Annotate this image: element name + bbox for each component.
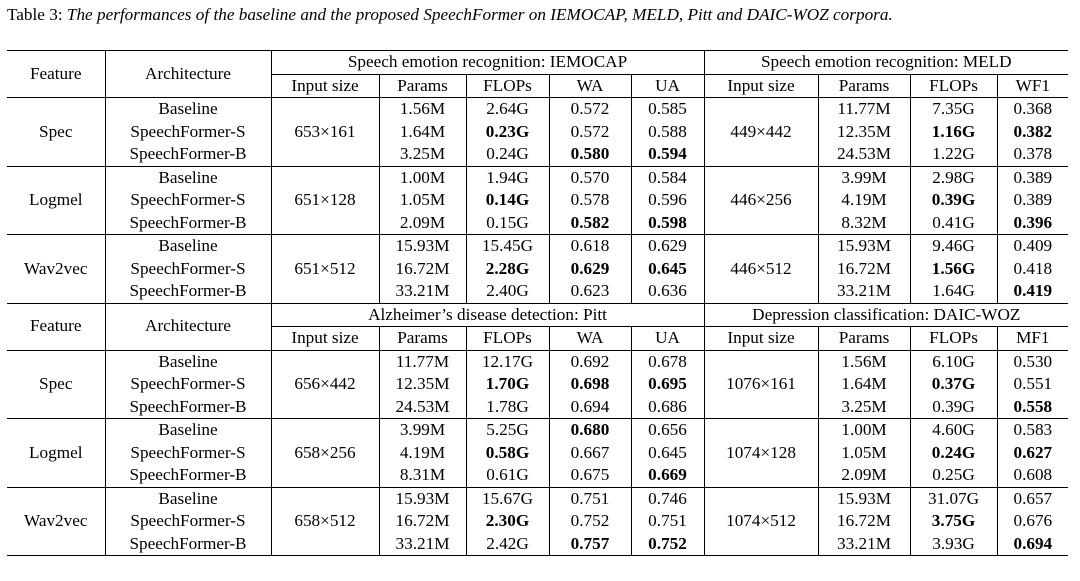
right-flops-cell (910, 121, 997, 144)
header-flops: FLOPs (910, 74, 997, 98)
left-flops-cell-bold: 2.28G (485, 258, 530, 278)
right-flops-cell-bold: 0.37G (931, 374, 976, 393)
right-metric-cell-bold: 0.396 (1013, 212, 1053, 232)
left-metric-2-cell: 0.588 (631, 121, 704, 144)
left-metric-1-cell: 0.752 (549, 510, 631, 533)
architecture-cell: SpeechFormer-S (105, 442, 271, 465)
left-flops-cell: 2.64G (466, 98, 549, 121)
architecture-cell: Baseline (105, 166, 271, 189)
left-flops-cell: 2.42G (466, 533, 549, 556)
table-row (7, 166, 1068, 189)
left-metric-1-cell: 0.694 (549, 396, 631, 419)
left-metric-2-cell: 0.746 (631, 487, 704, 510)
right-flops-cell (910, 442, 997, 465)
left-metric-1-cell: 0.572 (549, 121, 631, 144)
left-flops-cell: 5.25G (466, 419, 549, 442)
left-metric-2-cell (631, 533, 704, 556)
right-metric-cell: 0.389 (997, 166, 1068, 189)
table-row (7, 189, 1068, 212)
right-metric-cell (997, 280, 1068, 303)
left-input-size-cell: 656×442 (271, 350, 379, 419)
caption-label: Table 3: (7, 5, 63, 24)
header-metric-right: MF1 (997, 327, 1068, 351)
left-flops-cell-bold: 2.30G (485, 511, 530, 530)
left-params-cell: 33.21M (379, 280, 466, 303)
right-params-cell: 4.19M (818, 189, 910, 212)
table-row (7, 487, 1068, 510)
left-flops-cell: 0.61G (466, 464, 549, 487)
left-metric-1-cell: 0.572 (549, 98, 631, 121)
header-metric-2: UA (631, 327, 704, 351)
left-metric-1-cell-bold: 0.629 (570, 258, 610, 278)
right-flops-cell: 3.93G (910, 533, 997, 556)
table-body (7, 51, 1068, 556)
right-flops-cell-bold: 1.56G (931, 258, 976, 278)
header-params: Params (379, 74, 466, 98)
right-flops-cell-bold: 1.16G (931, 121, 976, 141)
architecture-cell: SpeechFormer-S (105, 189, 271, 212)
right-metric-cell: 0.409 (997, 235, 1068, 258)
left-metric-1-cell (549, 143, 631, 166)
architecture-cell: SpeechFormer-S (105, 373, 271, 396)
header-input-size: Input size (271, 327, 379, 351)
left-metric-1-cell-bold: 0.698 (570, 374, 610, 393)
header-metric-1: WA (549, 74, 631, 98)
right-params-cell: 15.93M (818, 235, 910, 258)
architecture-cell: SpeechFormer-S (105, 258, 271, 281)
right-metric-cell: 0.378 (997, 143, 1068, 166)
table-caption (7, 5, 893, 25)
header-params: Params (818, 327, 910, 351)
left-metric-1-cell: 0.667 (549, 442, 631, 465)
right-metric-cell: 0.389 (997, 189, 1068, 212)
table-row (7, 533, 1068, 556)
right-input-size-cell: 446×512 (704, 235, 818, 304)
right-input-size-cell: 1074×512 (704, 487, 818, 556)
right-metric-cell (997, 396, 1068, 419)
right-flops-cell: 7.35G (910, 98, 997, 121)
left-metric-2-cell: 0.585 (631, 98, 704, 121)
table-row (7, 212, 1068, 235)
header-flops: FLOPs (910, 327, 997, 351)
left-metric-2-cell-bold: 0.669 (648, 465, 687, 484)
left-params-cell: 2.09M (379, 212, 466, 235)
left-metric-2-cell: 0.645 (631, 442, 704, 465)
left-flops-cell: 12.17G (466, 350, 549, 373)
left-metric-1-cell-bold: 0.680 (570, 420, 610, 439)
right-flops-cell (910, 189, 997, 212)
left-metric-2-cell (631, 373, 704, 396)
left-metric-2-cell-bold: 0.695 (648, 374, 687, 393)
left-params-cell: 15.93M (379, 487, 466, 510)
left-flops-cell-bold: 0.23G (485, 121, 530, 141)
right-flops-cell (910, 258, 997, 281)
right-metric-cell (997, 533, 1068, 556)
left-metric-2-cell: 0.686 (631, 396, 704, 419)
left-flops-cell-bold: 0.58G (485, 442, 530, 462)
right-metric-cell (997, 121, 1068, 144)
right-flops-cell: 31.07G (910, 487, 997, 510)
right-metric-cell-bold: 0.558 (1013, 396, 1053, 416)
left-metric-2-cell: 0.629 (631, 235, 704, 258)
left-flops-cell-bold: 1.70G (485, 374, 530, 393)
table-row (7, 396, 1068, 419)
header-feature: Feature (7, 303, 105, 350)
left-metric-1-cell (549, 533, 631, 556)
header-input-size: Input size (704, 327, 818, 351)
left-params-cell: 1.64M (379, 121, 466, 144)
left-input-size-cell: 653×161 (271, 98, 379, 167)
left-metric-2-cell (631, 258, 704, 281)
header-metric-right: WF1 (997, 74, 1068, 98)
left-flops-cell: 0.24G (466, 143, 549, 166)
feature-cell: Spec (39, 121, 73, 141)
right-input-size-cell: 1074×128 (704, 419, 818, 488)
right-params-cell: 15.93M (818, 487, 910, 510)
right-params-cell: 33.21M (818, 280, 910, 303)
left-metric-2-cell-bold: 0.594 (648, 144, 687, 163)
left-params-cell: 4.19M (379, 442, 466, 465)
header-flops: FLOPs (466, 74, 549, 98)
right-metric-cell: 0.583 (997, 419, 1068, 442)
right-flops-cell: 2.98G (910, 166, 997, 189)
right-flops-cell-bold: 0.24G (931, 442, 976, 462)
feature-cell: Wav2vec (7, 487, 105, 556)
left-metric-2-cell: 0.751 (631, 510, 704, 533)
right-metric-cell-bold: 0.419 (1013, 281, 1053, 300)
left-metric-2-cell (631, 143, 704, 166)
header-params: Params (379, 327, 466, 351)
right-flops-cell: 4.60G (910, 419, 997, 442)
left-input-size-cell: 651×128 (271, 166, 379, 235)
header-input-size: Input size (704, 74, 818, 98)
left-metric-1-cell (549, 258, 631, 281)
left-input-size-cell: 658×256 (271, 419, 379, 488)
header-architecture: Architecture (105, 51, 271, 98)
left-flops-cell: 1.78G (466, 396, 549, 419)
right-flops-cell: 0.39G (910, 396, 997, 419)
left-params-cell: 8.31M (379, 464, 466, 487)
table-row (7, 280, 1068, 303)
architecture-cell: Baseline (105, 419, 271, 442)
left-metric-1-cell: 0.751 (549, 487, 631, 510)
left-metric-1-cell: 0.570 (549, 166, 631, 189)
left-params-cell: 12.35M (379, 373, 466, 396)
right-metric-cell: 0.676 (997, 510, 1068, 533)
right-metric-cell (997, 212, 1068, 235)
right-params-cell: 1.05M (818, 442, 910, 465)
header-input-size: Input size (271, 74, 379, 98)
left-metric-2-cell: 0.584 (631, 166, 704, 189)
header-feature: Feature (7, 51, 105, 98)
architecture-cell: SpeechFormer-S (105, 510, 271, 533)
right-params-cell: 33.21M (818, 533, 910, 556)
right-params-cell: 8.32M (818, 212, 910, 235)
left-metric-1-cell: 0.623 (549, 280, 631, 303)
left-metric-2-cell (631, 464, 704, 487)
feature-cell: Wav2vec (7, 235, 105, 304)
right-metric-cell-bold: 0.382 (1013, 121, 1053, 141)
header-params: Params (818, 74, 910, 98)
table-row (7, 442, 1068, 465)
left-metric-1-cell: 0.578 (549, 189, 631, 212)
right-flops-cell: 0.25G (910, 464, 997, 487)
left-metric-2-cell (631, 212, 704, 235)
right-params-cell: 1.56M (818, 350, 910, 373)
left-metric-1-cell-bold: 0.582 (570, 212, 610, 232)
right-metric-cell (997, 442, 1068, 465)
left-metric-1-cell (549, 373, 631, 396)
architecture-cell: SpeechFormer-B (105, 533, 271, 556)
left-flops-cell (466, 442, 549, 465)
right-params-cell: 1.00M (818, 419, 910, 442)
header-left-task: Speech emotion recognition: IEMOCAP (271, 51, 704, 75)
left-params-cell: 1.56M (379, 98, 466, 121)
header-row-titles (7, 51, 1068, 75)
left-metric-1-cell (549, 212, 631, 235)
left-metric-1-cell-bold: 0.580 (570, 144, 610, 163)
left-params-cell: 16.72M (379, 510, 466, 533)
right-params-cell: 3.99M (818, 166, 910, 189)
architecture-cell: SpeechFormer-B (105, 143, 271, 166)
right-flops-cell: 1.64G (910, 280, 997, 303)
architecture-cell: Baseline (105, 350, 271, 373)
left-flops-cell-bold: 0.14G (485, 190, 530, 209)
left-params-cell: 3.25M (379, 143, 466, 166)
right-input-size-cell: 446×256 (704, 166, 818, 235)
right-params-cell: 16.72M (818, 510, 910, 533)
header-right-task: Speech emotion recognition: MELD (704, 51, 1068, 75)
architecture-cell: SpeechFormer-B (105, 396, 271, 419)
header-left-task: Alzheimer’s disease detection: Pitt (271, 303, 704, 327)
left-metric-2-cell: 0.596 (631, 189, 704, 212)
right-flops-cell (910, 373, 997, 396)
table-row (7, 98, 1068, 121)
right-metric-cell: 0.551 (997, 373, 1068, 396)
right-flops-cell (910, 510, 997, 533)
right-input-size-cell: 449×442 (704, 98, 818, 167)
left-metric-2-cell-bold: 0.752 (648, 533, 687, 553)
table-row (7, 121, 1068, 144)
right-flops-cell: 9.46G (910, 235, 997, 258)
left-params-cell: 33.21M (379, 533, 466, 556)
right-input-size-cell: 1076×161 (704, 350, 818, 419)
right-params-cell: 24.53M (818, 143, 910, 166)
left-params-cell: 16.72M (379, 258, 466, 281)
feature-cell: Logmel (7, 166, 105, 235)
left-params-cell: 1.00M (379, 166, 466, 189)
left-metric-1-cell: 0.618 (549, 235, 631, 258)
caption-text: The performances of the baseline and the proposed SpeechFormer on IEMOCAP, MELD, Pitt and DAIC-WOZ corpora. (66, 5, 893, 24)
left-metric-1-cell (549, 419, 631, 442)
table-row (7, 143, 1068, 166)
right-metric-cell: 0.418 (997, 258, 1068, 281)
architecture-cell: SpeechFormer-S (105, 121, 271, 144)
left-flops-cell (466, 373, 549, 396)
table-row (7, 419, 1068, 442)
left-flops-cell: 15.45G (466, 235, 549, 258)
left-params-cell: 1.05M (379, 189, 466, 212)
header-right-task: Depression classification: DAIC-WOZ (704, 303, 1068, 327)
left-flops-cell: 0.15G (466, 212, 549, 235)
feature-cell: Spec (39, 374, 73, 393)
left-metric-1-cell: 0.692 (549, 350, 631, 373)
table-row (7, 350, 1068, 373)
right-params-cell: 12.35M (818, 121, 910, 144)
header-metric-2: UA (631, 74, 704, 98)
feature-cell: Logmel (7, 419, 105, 488)
architecture-cell: Baseline (105, 235, 271, 258)
left-metric-1-cell-bold: 0.757 (570, 533, 610, 553)
right-metric-cell-bold: 0.627 (1013, 442, 1053, 462)
header-flops: FLOPs (466, 327, 549, 351)
right-params-cell: 1.64M (818, 373, 910, 396)
left-params-cell: 11.77M (379, 350, 466, 373)
right-params-cell: 2.09M (818, 464, 910, 487)
architecture-cell: Baseline (105, 98, 271, 121)
right-params-cell: 11.77M (818, 98, 910, 121)
table-row (7, 510, 1068, 533)
architecture-cell: SpeechFormer-B (105, 464, 271, 487)
right-flops-cell-bold: 3.75G (931, 511, 976, 530)
left-flops-cell (466, 189, 549, 212)
right-metric-cell: 0.608 (997, 464, 1068, 487)
table-row (7, 235, 1068, 258)
header-row-titles (7, 303, 1068, 327)
right-params-cell: 16.72M (818, 258, 910, 281)
right-flops-cell-bold: 0.39G (931, 190, 976, 209)
right-flops-cell: 0.41G (910, 212, 997, 235)
left-input-size-cell: 658×512 (271, 487, 379, 556)
table-row (7, 464, 1068, 487)
right-flops-cell: 1.22G (910, 143, 997, 166)
left-flops-cell: 15.67G (466, 487, 549, 510)
left-params-cell: 24.53M (379, 396, 466, 419)
left-params-cell: 15.93M (379, 235, 466, 258)
left-flops-cell: 1.94G (466, 166, 549, 189)
right-metric-cell: 0.368 (997, 98, 1068, 121)
left-flops-cell (466, 510, 549, 533)
header-metric-1: WA (549, 327, 631, 351)
right-params-cell: 3.25M (818, 396, 910, 419)
left-metric-2-cell-bold: 0.598 (648, 212, 687, 232)
results-table (7, 50, 1068, 556)
left-params-cell: 3.99M (379, 419, 466, 442)
right-flops-cell: 6.10G (910, 350, 997, 373)
right-metric-cell: 0.530 (997, 350, 1068, 373)
left-input-size-cell: 651×512 (271, 235, 379, 304)
right-metric-cell-bold: 0.694 (1013, 533, 1053, 553)
header-architecture: Architecture (105, 303, 271, 350)
left-metric-2-cell: 0.678 (631, 350, 704, 373)
table-row (7, 258, 1068, 281)
table-row (7, 373, 1068, 396)
left-flops-cell (466, 258, 549, 281)
left-metric-2-cell-bold: 0.645 (648, 258, 687, 278)
architecture-cell: Baseline (105, 487, 271, 510)
right-metric-cell: 0.657 (997, 487, 1068, 510)
left-flops-cell (466, 121, 549, 144)
architecture-cell: SpeechFormer-B (105, 280, 271, 303)
left-metric-2-cell: 0.656 (631, 419, 704, 442)
left-flops-cell: 2.40G (466, 280, 549, 303)
architecture-cell: SpeechFormer-B (105, 212, 271, 235)
left-metric-2-cell: 0.636 (631, 280, 704, 303)
left-metric-1-cell: 0.675 (549, 464, 631, 487)
